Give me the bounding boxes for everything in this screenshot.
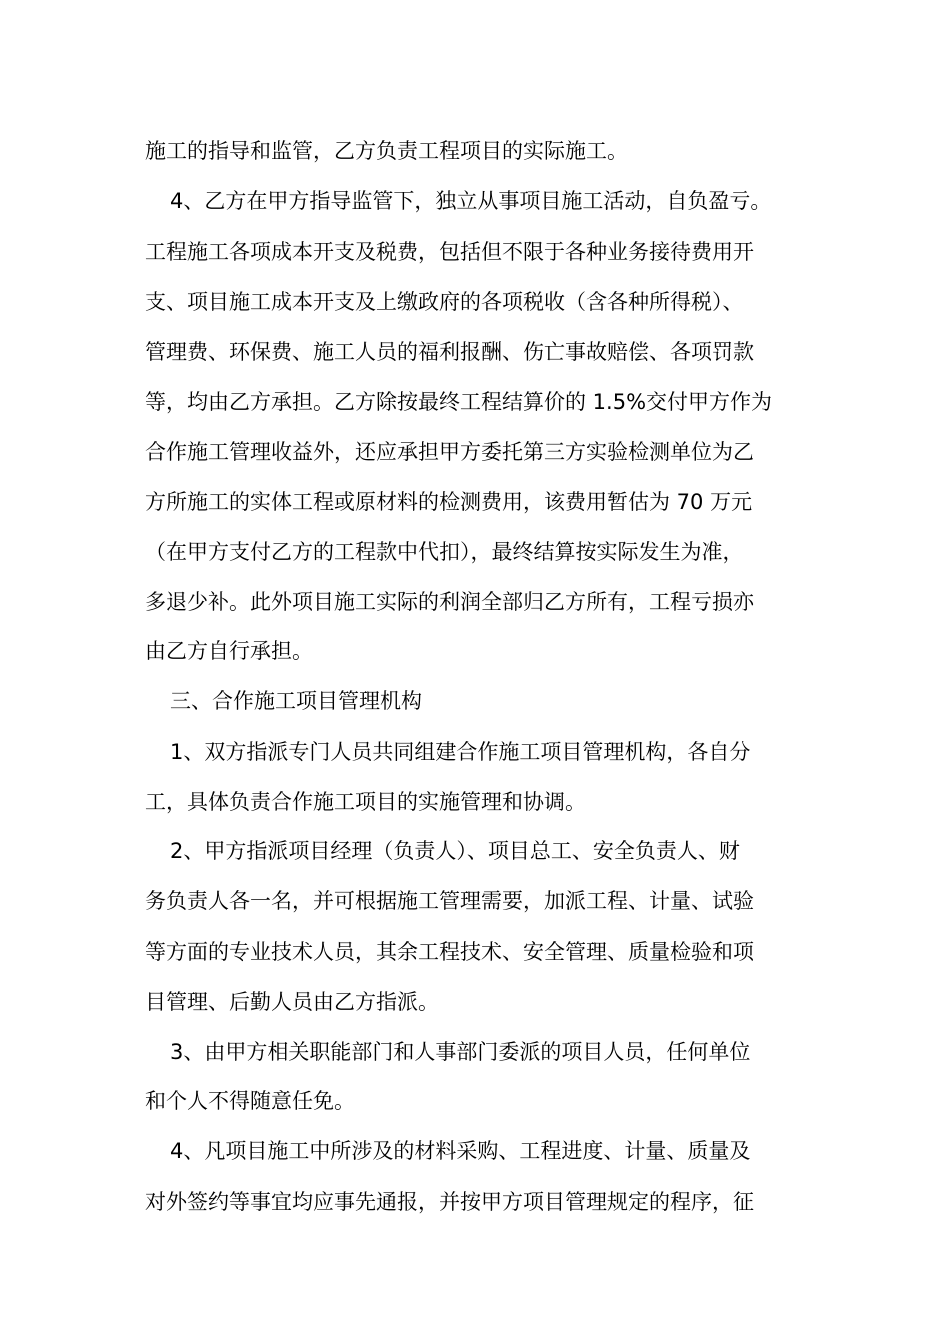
text-line: 工，具体负责合作施工项目的实施管理和协调。 xyxy=(145,790,586,814)
text-line: 管理费、环保费、施工人员的福利报酬、伤亡事故赔偿、各项罚款 xyxy=(145,340,754,364)
text-line: 等方面的专业技术人员，其余工程技术、安全管理、质量检验和项 xyxy=(145,940,754,964)
text-line: 由乙方自行承担。 xyxy=(145,639,313,663)
text-line: （在甲方支付乙方的工程款中代扣），最终结算按实际发生为准， xyxy=(145,540,744,564)
text-line: 务负责人各一名，并可根据施工管理需要，加派工程、计量、试验 xyxy=(145,889,754,913)
text-line: 1、双方指派专门人员共同组建合作施工项目管理机构，各自分 xyxy=(170,740,751,764)
text-line: 对外签约等事宜均应事先通报，并按甲方项目管理规定的程序，征 xyxy=(145,1190,754,1214)
text-line: 4、乙方在甲方指导监管下，独立从事项目施工活动，自负盈亏。 xyxy=(170,189,772,213)
text-line: 目管理、后勤人员由乙方指派。 xyxy=(145,990,439,1014)
text-line: 施工的指导和监管，乙方负责工程项目的实际施工。 xyxy=(145,139,628,163)
text-line: 2、甲方指派项目经理（负责人）、项目总工、安全负责人、财 xyxy=(170,839,740,863)
text-line: 4、凡项目施工中所涉及的材料采购、工程进度、计量、质量及 xyxy=(170,1139,751,1163)
text-line: 工程施工各项成本开支及税费，包括但不限于各种业务接待费用开 xyxy=(145,240,754,264)
text-line: 合作施工管理收益外，还应承担甲方委托第三方实验检测单位为乙 xyxy=(145,440,754,464)
text-line: 多退少补。此外项目施工实际的利润全部归乙方所有，工程亏损亦 xyxy=(145,590,754,614)
section-heading: 三、合作施工项目管理机构 xyxy=(170,689,422,713)
text-line: 等，均由乙方承担。乙方除按最终工程结算价的 1.5%交付甲方作为 xyxy=(145,390,773,414)
text-line: 方所施工的实体工程或原材料的检测费用，该费用暂估为 70 万元 xyxy=(145,490,753,514)
text-line: 3、由甲方相关职能部门和人事部门委派的项目人员，任何单位 xyxy=(170,1040,751,1064)
text-line: 和个人不得随意任免。 xyxy=(145,1089,355,1113)
text-line: 支、项目施工成本开支及上缴政府的各项税收（含各种所得税）、 xyxy=(145,290,744,314)
